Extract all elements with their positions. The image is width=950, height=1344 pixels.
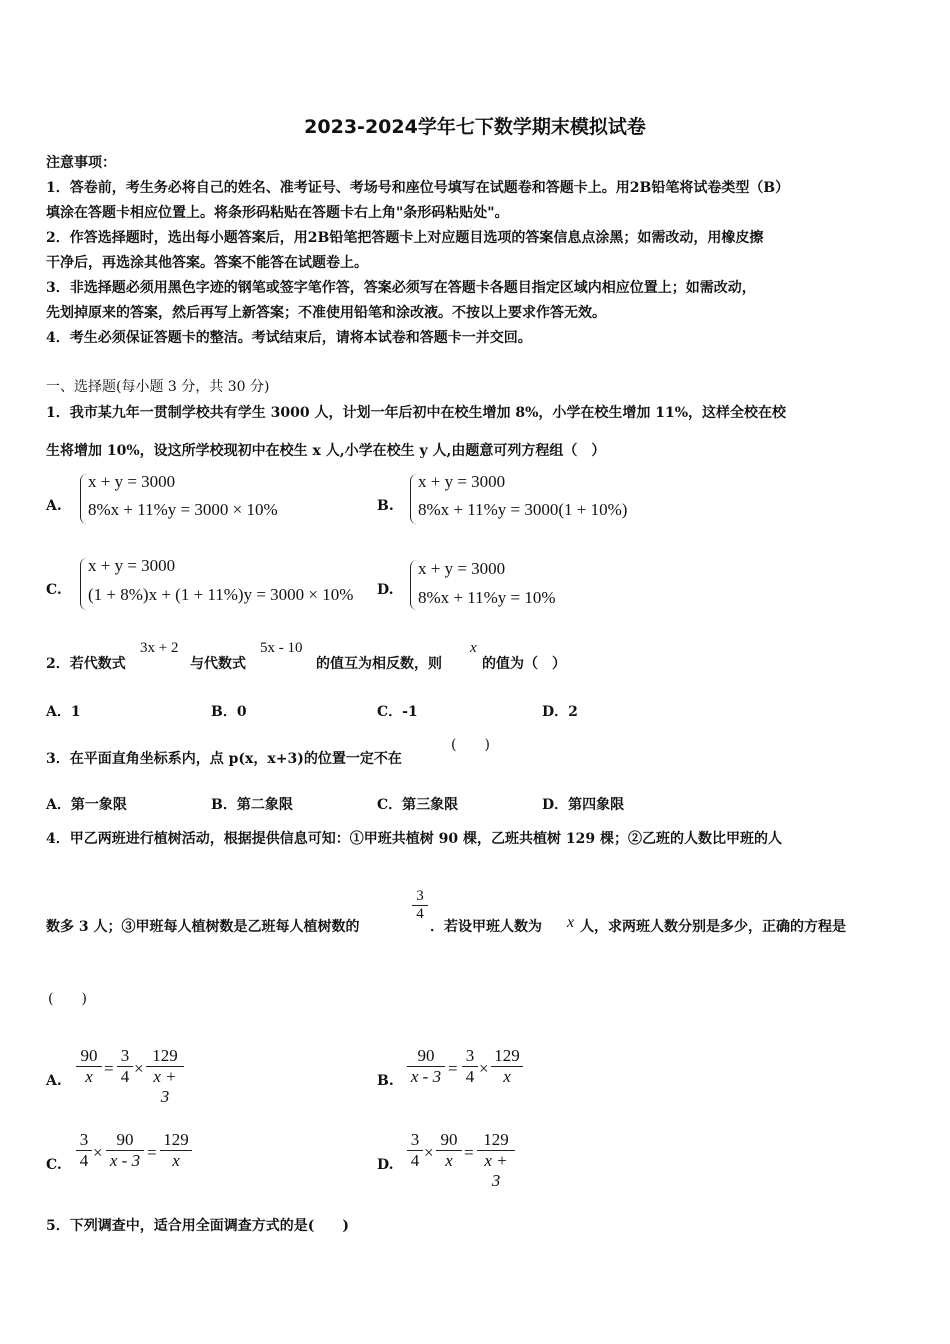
numerator: 3: [120, 1046, 130, 1065]
denominator: x: [160, 1150, 192, 1171]
fraction: [407, 1046, 445, 1087]
numerator: 90: [116, 1130, 134, 1149]
question-5-text: 5．下列调查中，适合用全面调查方式的是( ): [46, 1218, 349, 1234]
denominator: 4: [117, 1066, 133, 1087]
equation: x + y = 3000: [418, 472, 506, 491]
operator: ×: [93, 1143, 103, 1162]
equation: (1 + 8%)x + (1 + 11%)y = 3000 × 10%: [88, 585, 354, 604]
brace: [80, 558, 87, 610]
fraction: [117, 1046, 133, 1087]
question-4-line2: ．若设甲班人数为: [430, 919, 542, 935]
numerator: 129: [152, 1046, 178, 1065]
option-label: D.: [377, 582, 394, 598]
numerator: 3: [465, 1046, 475, 1065]
equation: x + y = 3000: [88, 556, 176, 575]
numerator: 90: [417, 1046, 435, 1065]
question-3-text: 3．在平面直角坐标系内，点 p(x，x+3)的位置一定不在: [46, 751, 402, 767]
option: A．第一象限: [46, 797, 127, 813]
denominator: x: [76, 1066, 102, 1087]
option: D．第四象限: [542, 797, 625, 813]
question-1-line2: 生将增加 10%，设这所学校现初中在校生 x 人,小学在校生 y 人,由题意可列方程组（ ）: [46, 443, 606, 459]
option: C．第三象限: [377, 797, 459, 813]
brace: [80, 474, 87, 524]
operator: ×: [424, 1143, 434, 1162]
variable: x: [470, 640, 477, 656]
expression: 3x + 2: [140, 640, 179, 656]
denominator: x: [491, 1066, 523, 1087]
equation: 8%x + 11%y = 3000(1 + 10%): [418, 500, 628, 519]
numerator: 90: [80, 1046, 98, 1065]
denominator: 4: [412, 905, 428, 923]
notice-line: 1．答卷前，考生务必将自己的姓名、准考证号、考场号和座位号填写在试题卷和答题卡上。用2B铅笔将试卷类型（B）: [46, 180, 790, 196]
denominator: x + 3: [146, 1066, 184, 1107]
equation: x + y = 3000: [88, 472, 176, 491]
page-title: 2023-2024学年七下数学期末模拟试卷: [304, 116, 646, 138]
notice-line: 填涂在答题卡相应位置上。将条形码粘贴在答题卡右上角"条形码粘贴处"。: [46, 205, 509, 221]
fraction: [160, 1130, 192, 1171]
denominator: 4: [462, 1066, 478, 1087]
fraction: [146, 1046, 184, 1107]
numerator: 3: [410, 1130, 420, 1149]
option: B．0: [211, 704, 247, 720]
option-label: B.: [377, 498, 394, 514]
equation: 8%x + 11%y = 3000 × 10%: [88, 500, 278, 519]
notice-heading: 注意事项：: [46, 155, 116, 171]
numerator: 3: [416, 888, 424, 904]
denominator: 4: [76, 1150, 92, 1171]
operator: ×: [134, 1059, 144, 1078]
brace: [410, 560, 417, 610]
option: C．-1: [377, 704, 418, 720]
expression: 5x - 10: [260, 640, 303, 656]
operator: =: [147, 1143, 157, 1162]
brace: [410, 474, 417, 524]
option: B．第二象限: [211, 797, 293, 813]
section-heading: 一、选择题(每小题 3 分，共 30 分): [46, 379, 270, 395]
numerator: 129: [483, 1130, 509, 1149]
notice-line: 4．考生必须保证答题卡的整洁。考试结束后，请将本试卷和答题卡一并交回。: [46, 330, 532, 346]
fraction: [106, 1130, 144, 1171]
denominator: x - 3: [407, 1066, 445, 1087]
denominator: x: [436, 1150, 462, 1171]
option: D．2: [542, 704, 578, 720]
fraction: [412, 888, 428, 923]
notice-line: 3．非选择题必须用黑色字迹的钢笔或签字笔作答，答案必须写在答题卡各题目指定区域内相应位置上；如需改动，: [46, 280, 756, 296]
operator: =: [104, 1059, 114, 1078]
denominator: x + 3: [477, 1150, 515, 1191]
numerator: 129: [163, 1130, 189, 1149]
operator: =: [448, 1059, 458, 1078]
option-label: A.: [46, 498, 62, 514]
numerator: 129: [494, 1046, 520, 1065]
operator: ×: [479, 1059, 489, 1078]
option-label: A.: [46, 1073, 62, 1089]
option-label: C.: [46, 1157, 62, 1173]
fraction: [462, 1046, 478, 1087]
equation: x + y = 3000: [418, 559, 506, 578]
question-2-text: 2．若代数式: [46, 656, 126, 672]
question-4-line2: 数多 3 人；③甲班每人植树数是乙班每人植树数的: [46, 919, 360, 935]
operator: =: [464, 1143, 474, 1162]
numerator: 90: [440, 1130, 458, 1149]
fraction: [477, 1130, 515, 1191]
question-2-text: 的值互为相反数，则: [316, 656, 442, 672]
notice-line: 2．作答选择题时，选出每小题答案后，用2B铅笔把答题卡上对应题目选项的答案信息点涂黑；如需改动，用橡皮擦: [46, 230, 764, 246]
question-4-line2: 人，求两班人数分别是多少，正确的方程是: [580, 919, 846, 935]
question-2-text: 的值为（ ）: [482, 656, 566, 672]
option-label: C.: [46, 582, 62, 598]
denominator: 4: [407, 1150, 423, 1171]
notice-line: 干净后，再选涂其他答案。答案不能答在试题卷上。: [46, 255, 368, 271]
numerator: 3: [79, 1130, 89, 1149]
fraction: [491, 1046, 523, 1087]
notice-line: 先划掉原来的答案，然后再写上新答案；不准使用铅笔和涂改液。不按以上要求作答无效。: [46, 305, 606, 321]
answer-paren: ( ): [48, 991, 87, 1007]
question-2-text: 与代数式: [190, 656, 246, 672]
question-4-line1: 4．甲乙两班进行植树活动，根据提供信息可知：①甲班共植树 90 棵，乙班共植树 129 棵；②乙班的人数比甲班的人: [46, 831, 782, 847]
fraction: [407, 1130, 423, 1171]
option-label: D.: [377, 1157, 394, 1173]
answer-paren: ( ): [451, 737, 490, 753]
variable: x: [567, 914, 575, 931]
option-label: B.: [377, 1073, 394, 1089]
equation: 8%x + 11%y = 10%: [418, 588, 556, 607]
fraction: [436, 1130, 462, 1171]
denominator: x - 3: [106, 1150, 144, 1171]
option: A．1: [46, 704, 81, 720]
fraction: [76, 1046, 102, 1087]
fraction: [76, 1130, 92, 1171]
question-1-line1: 1．我市某九年一贯制学校共有学生 3000 人，计划一年后初中在校生增加 8%，小学在校生增加 11%，这样全校在校: [46, 405, 787, 421]
